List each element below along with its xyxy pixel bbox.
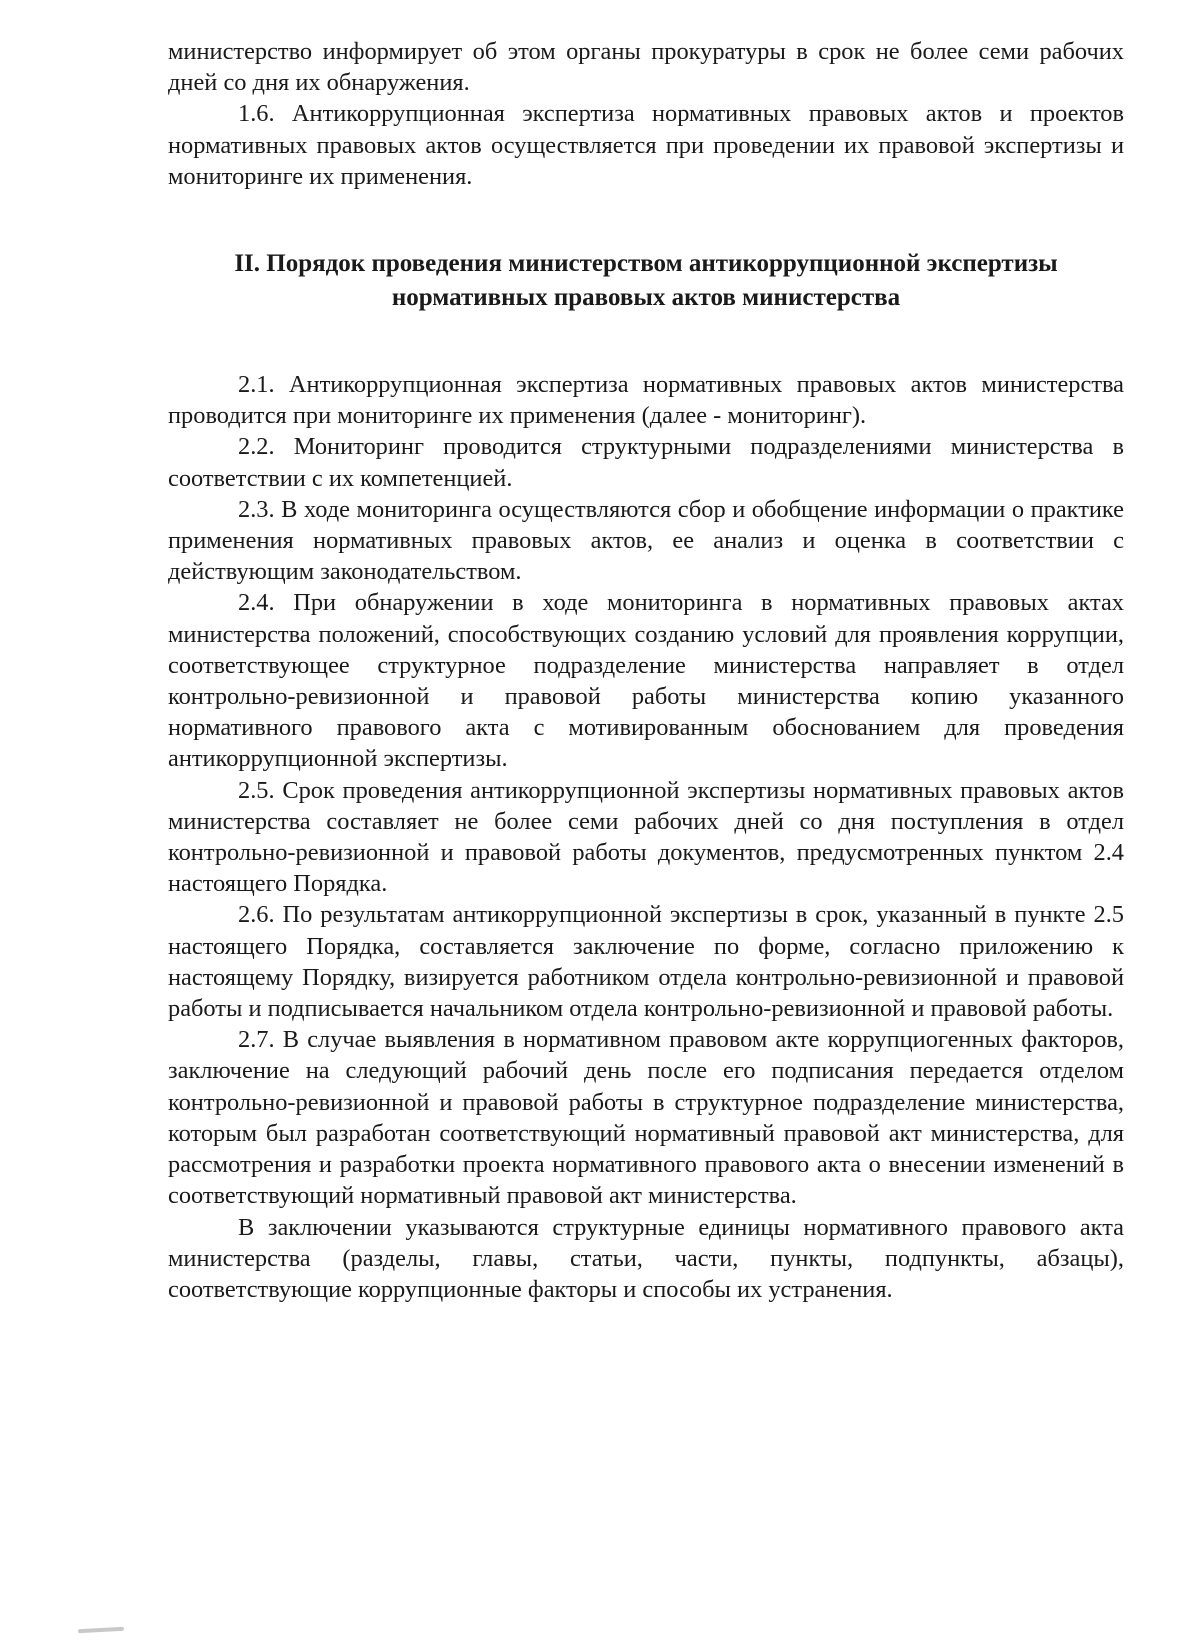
paragraph-2-6: 2.6. По результатам антикоррупционной экспертизы в срок, указанный в пункте 2.5 настоящего Порядка, составляется заключение по форме, согласно приложению к настоящему Порядку, визируется работником отдела контрольно-ревизионной и правовой работы и подписывается начальником отдела контрольно-ревизионной и правовой работы. <box>168 901 1124 1023</box>
section-heading-line-1: II. Порядок проведения министерством антикоррупционной экспертизы <box>234 250 1058 278</box>
paragraph-2-7: 2.7. В случае выявления в нормативном правовом акте коррупциогенных факторов, заключение на следующий рабочий день после его подписания передается отделом контрольно-ревизионной и правовой работы в структурное подразделение министерства, которым был разработан соответствующий нормативный правовой акт министерства, для рассмотрения и разработки проекта нормативного правового акта о внесении изменений в соответствующий нормативный правовой акт министерства. <box>168 1026 1124 1210</box>
paragraph-2-5: 2.5. Срок проведения антикоррупционной экспертизы нормативных правовых актов министерства составляет не более семи рабочих дней со дня поступления в отдел контрольно-ревизионной и правовой работы документов, предусмотренных пунктом 2.4 настоящего Порядка. <box>168 776 1124 898</box>
paragraph-2-4: 2.4. При обнаружении в ходе мониторинга в нормативных правовых актах министерства положений, способствующих созданию условий для проявления коррупции, соответствующее структурное подразделение министерства направляет в отдел контрольно-ревизионной и правовой работы министерства копию указанного нормативного правового акта с мотивированным обоснованием для проведения антикоррупционной экспертизы. <box>168 589 1124 773</box>
paragraph-2-3: 2.3. В ходе мониторинга осуществляются сбор и обобщение информации о практике применения нормативных правовых актов, ее анализ и оценка в соответствии с действующим законодательством. <box>168 495 1124 586</box>
paragraph-1-6: 1.6. Антикоррупционная экспертиза нормативных правовых актов и проектов нормативных правовых актов осуществляется при проведении их правовой экспертизы и мониторинге их применения. <box>168 100 1124 190</box>
section-heading-line-2: нормативных правовых актов министерства <box>391 284 901 312</box>
document-page <box>168 36 1124 1305</box>
paragraph-2-1: 2.1. Антикоррупционная экспертиза нормативных правовых актов министерства проводится при мониторинге их применения (далее - мониторинг). <box>168 371 1124 430</box>
section-heading <box>168 247 1124 315</box>
intro-fragment: министерство информирует об этом органы прокуратуры в срок не более семи рабочих дней со дня их обнаружения. <box>168 38 1124 97</box>
scan-artifact <box>78 1627 124 1633</box>
paragraph-conclusion-contents: В заключении указываются структурные единицы нормативного правового акта министерства (разделы, главы, статьи, части, пункты, подпункты, абзацы), соответствующие коррупционные факторы и способы их устранения. <box>168 1213 1124 1303</box>
paragraph-2-2: 2.2. Мониторинг проводится структурными подразделениями министерства в соответствии с их компетенцией. <box>168 433 1124 492</box>
